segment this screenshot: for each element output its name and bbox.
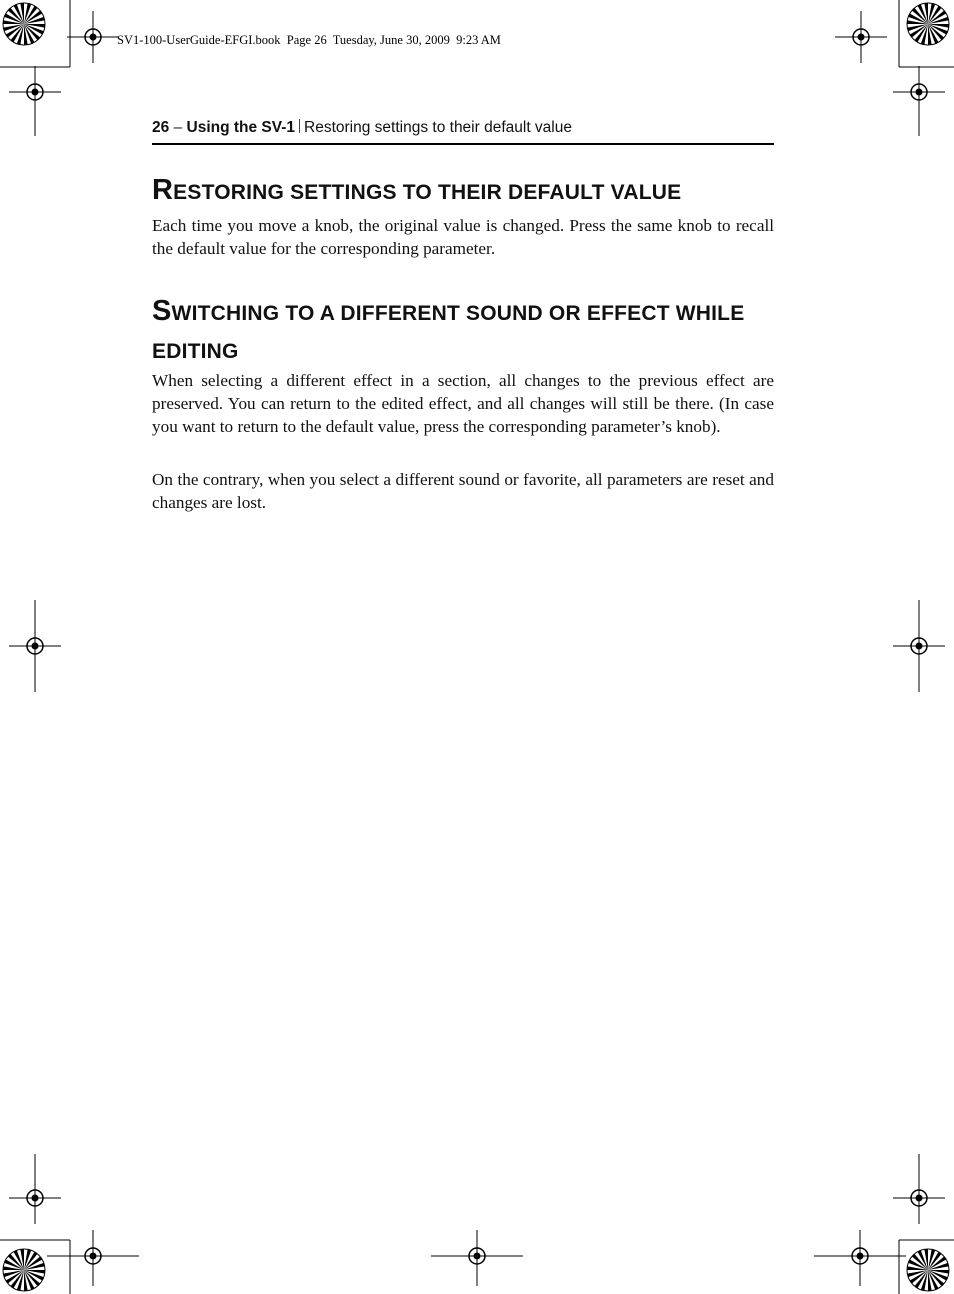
registration-mark-icon bbox=[814, 1230, 906, 1286]
page-number: 26 bbox=[152, 119, 170, 136]
paragraph-switching-sound: On the contrary, when you select a different sound or favorite, all parameters are reset and changes are lost. bbox=[152, 470, 774, 512]
starburst-target-icon bbox=[2, 2, 46, 46]
starburst-target-icon bbox=[906, 2, 950, 46]
starburst-target-icon bbox=[906, 1248, 950, 1292]
print-slug: SV1-100-UserGuide-EFGI.book Page 26 Tuesday, June 30, 2009 9:23 AM bbox=[117, 33, 501, 47]
section-heading-restoring: RESTORING SETTINGS TO THEIR DEFAULT VALUE bbox=[152, 174, 682, 206]
registration-mark-icon bbox=[9, 1154, 61, 1224]
section-title: Restoring settings to their default value bbox=[304, 119, 572, 136]
paragraph-switching-effect: When selecting a different effect in a section, all changes to the previous effect are preserved. You can return to the edited effect, and all changes will still be there. (In case you want to return to the default value, press the corresponding parameter’s knob). bbox=[152, 371, 774, 436]
registration-mark-icon bbox=[67, 11, 119, 63]
registration-mark-icon bbox=[47, 1230, 139, 1286]
registration-mark-icon bbox=[893, 1154, 945, 1224]
chapter-title: Using the SV-1 bbox=[186, 119, 296, 136]
starburst-target-icon bbox=[2, 1248, 46, 1292]
registration-mark-icon bbox=[893, 66, 945, 136]
registration-mark-icon bbox=[893, 600, 945, 692]
registration-mark-icon bbox=[835, 11, 887, 63]
registration-mark-icon bbox=[9, 600, 61, 692]
section-heading-switching: SWITCHING TO A DIFFERENT SOUND OR EFFECT WHILE EDITING bbox=[152, 295, 745, 363]
header-dash: – bbox=[173, 119, 183, 136]
paragraph-restoring: Each time you move a knob, the original value is changed. Press the same knob to recall the default value for the corresponding parameter. bbox=[152, 216, 774, 258]
registration-mark-icon bbox=[9, 66, 61, 136]
registration-mark-icon bbox=[431, 1230, 523, 1286]
